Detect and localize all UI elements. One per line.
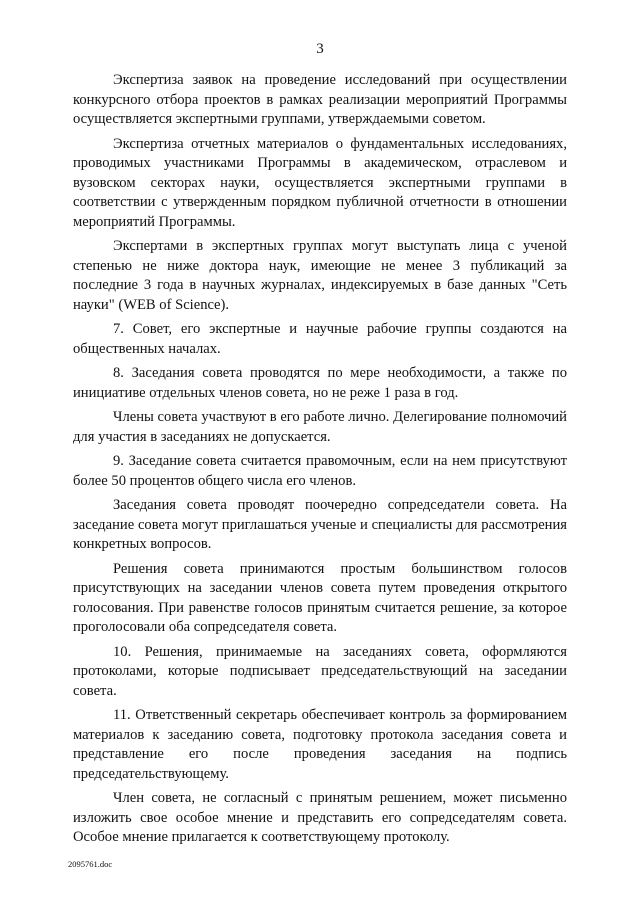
paragraph: 9. Заседание совета считается правомочным, если на нем присутствуют более 50 процентов общего числа его членов. <box>73 453 567 489</box>
paragraph: Член совета, не согласный с принятым решением, может письменно изложить свое особое мнение и представить его сопредседателям совета. Особое мнение прилагается к соответствующему протоколу. <box>73 790 567 845</box>
page-number: 3 <box>316 41 324 57</box>
paragraph: Экспертиза заявок на проведение исследований при осуществлении конкурсного отбора проектов в рамках реализации мероприятий Программы осуществляется экспертными группами, утверждаемыми советом. <box>73 72 567 127</box>
paragraph: Экспертиза отчетных материалов о фундаментальных исследованиях, проводимых участниками Программы в академическом, отраслевом и вузовском секторах науки, осуществляется экспертными группами в соответствии с утвержденным порядком публичной отчетности в отношении мероприятий Программы. <box>73 135 567 230</box>
paragraph: Экспертами в экспертных группах могут выступать лица с ученой степенью не ниже доктора наук, имеющие не менее 3 публикаций за последние 3 года в научных журналах, индексируемых в базе данных "Сеть науки" (WEB of Science). <box>73 238 567 313</box>
paragraph: Заседания совета проводят поочередно сопредседатели совета. На заседание совета могут приглашаться ученые и специалисты для рассмотрения конкретных вопросов. <box>73 497 567 552</box>
footer-filename: 2095761.doc <box>68 859 113 869</box>
paragraph: 8. Заседания совета проводятся по мере необходимости, а также по инициативе отдельных членов совета, но не реже 1 раза в год. <box>73 365 567 401</box>
paragraph: 7. Совет, его экспертные и научные рабочие группы создаются на общественных началах. <box>73 321 567 357</box>
paragraph: 10. Решения, принимаемые на заседаниях совета, оформляются протоколами, которые подписывает председательствующий на заседании совета. <box>73 643 567 699</box>
paragraph: 11. Ответственный секретарь обеспечивает контроль за формированием материалов к заседанию совета, подготовку протокола заседания совета и представление его после проведения заседания на подпись председательствующему. <box>73 707 567 782</box>
document-body <box>73 71 567 853</box>
paragraph: Решения совета принимаются простым большинством голосов присутствующих на заседании членов совета путем проведения открытого голосования. При равенстве голосов принятым считается решение, за которое проголосовали оба сопредседателя совета. <box>73 560 567 635</box>
paragraph: Члены совета участвуют в его работе лично. Делегирование полномочий для участия в заседаниях не допускается. <box>73 409 567 445</box>
